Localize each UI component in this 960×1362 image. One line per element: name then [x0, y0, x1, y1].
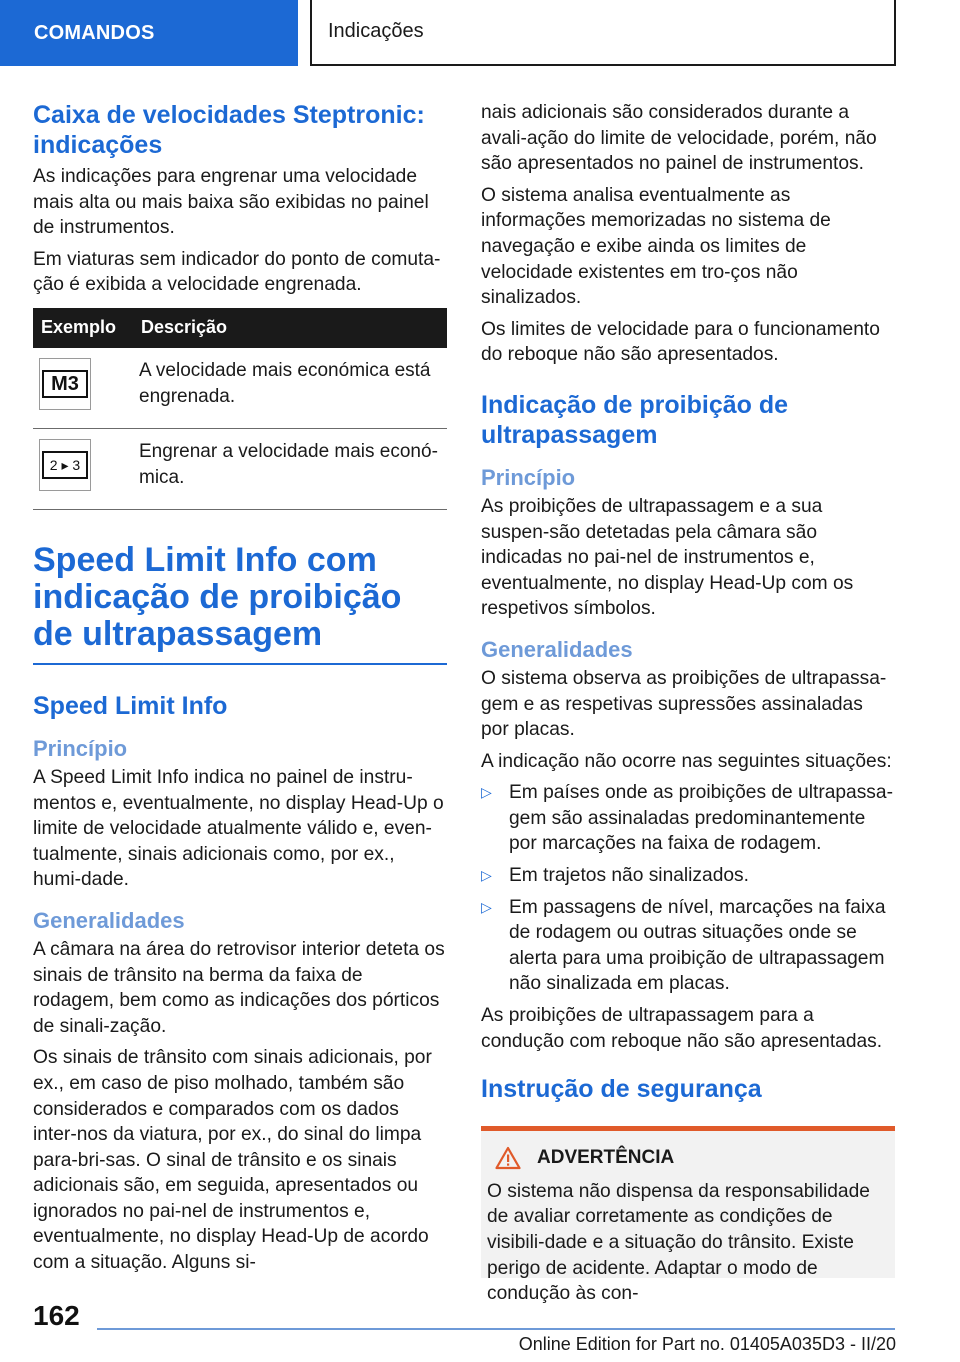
gear-indication-table	[33, 308, 447, 510]
page-header	[0, 0, 960, 66]
situations-list	[481, 780, 895, 997]
edition-footer: Online Edition for Part no. 01405A035D3 - II/20	[518, 1334, 896, 1354]
table-row	[33, 348, 447, 429]
table-cell-description: Engrenar a velocidade mais econó-mica.	[133, 428, 447, 509]
table-header-description: Descrição	[133, 308, 447, 348]
paragraph: A Speed Limit Info indica no painel de instru-mentos e, eventualmente, no display Head-Up o limite de velocidade atualmente válido e, even-tualmente, sinais adicionais como, por ex., humi-dade.	[33, 766, 444, 891]
steptronic-heading: Caixa de velocidades Steptronic: indicações	[33, 101, 425, 159]
gear-upshift-label: 2 ▸ 3	[42, 451, 88, 479]
paragraph: As indicações para engrenar uma velocidade mais alta ou mais baixa são exibidas no painel de instrumentos.	[33, 166, 429, 239]
principle-heading: Princípio	[481, 464, 576, 490]
gear-m3-label: M3	[42, 370, 88, 398]
page-number: 162	[33, 1300, 80, 1331]
triangle-bullet-icon: ▷	[481, 867, 492, 884]
topic-tab: Indicações	[310, 0, 896, 66]
gear-upshift-icon	[39, 439, 91, 491]
section-tab: COMANDOS	[0, 0, 298, 66]
paragraph: As proibições de ultrapassagem para a condução com reboque não são apresentadas.	[481, 1005, 883, 1052]
paragraph: Os sinais de trânsito com sinais adicionais, por ex., em caso de piso molhado, também são considerados e comparados com os dados inter-nos da viatura, por ex., do sinal do limpa para-bri-sas. O sinal de trânsito e os sinais adicionais são, em seguida, apresentados ou ignorados no pai-nel de instrumentos e, eventualmente, no display Head-Up de acordo com a situação. Alguns si-	[33, 1047, 432, 1274]
list-item: ▷ Em trajetos não sinalizados.	[481, 863, 895, 889]
paragraph: O sistema observa as proibições de ultrapassa-gem e as respetivas supressões assinaladas por placas.	[481, 667, 887, 741]
warning-text: O sistema não dispensa da responsabilidade de avaliar corretamente as condições de visibili-dade e a situação do trânsito. Existe perigo de acidente. Adaptar o modo de condução às con-	[487, 1180, 870, 1305]
paragraph: Em viaturas sem indicador do ponto de comuta-ção é exibida a velocidade engrenada.	[33, 248, 441, 296]
right-column	[481, 100, 895, 1305]
left-column	[33, 100, 447, 1282]
paragraph: Os limites de velocidade para o funcionamento do reboque não são apresentados.	[481, 318, 880, 366]
warning-triangle-icon	[495, 1146, 521, 1170]
paragraph: nais adicionais são considerados durante a avali-ação do limite de velocidade, porém, não são apresentados no painel de instrumentos.	[481, 102, 877, 175]
general-heading: Generalidades	[481, 636, 633, 662]
list-item: ▷ Em passagens de nível, marcações na faixa de rodagem ou outras situações onde se alerta para uma proibição de ultrapassagem não sinalizada em placas.	[481, 896, 886, 995]
principle-heading: Princípio	[33, 735, 128, 761]
warning-label: ADVERTÊNCIA	[537, 1147, 675, 1169]
table-header-example: Exemplo	[33, 308, 133, 348]
paragraph: A câmara na área do retrovisor interior deteta os sinais de trânsito na berma da faixa de rodagem, bem como as indicações dos pórticos de sinali-zação.	[33, 938, 445, 1037]
triangle-bullet-icon: ▷	[481, 898, 492, 915]
overtaking-heading: Indicação de proibição de ultrapassagem	[481, 390, 789, 449]
speed-limit-info-heading: Speed Limit Info	[33, 691, 228, 720]
list-item: ▷ Em países onde as proibições de ultrapassa-gem são assinaladas predominantemente por marcações na faixa de rodagem.	[481, 782, 893, 855]
footer-divider	[97, 1328, 895, 1330]
general-heading: Generalidades	[33, 907, 185, 933]
paragraph: O sistema analisa eventualmente as informações memorizadas no sistema de navegação e exibe ainda os limites de velocidade existentes em tro-ços não sinalizados.	[481, 184, 831, 309]
paragraph: A indicação não ocorre nas seguintes situações:	[481, 750, 892, 772]
warning-box	[481, 1126, 895, 1305]
chapter-heading: Speed Limit Info com indicação de proibição de ultrapassagem	[33, 542, 447, 665]
paragraph: As proibições de ultrapassagem e a sua suspen-são detetadas pela câmara são indicadas no pai-nel de instrumentos e, eventualmente, no display Head-Up com os respetivos símbolos.	[481, 495, 854, 620]
table-cell-description: A velocidade mais económica está engrenada.	[133, 348, 447, 429]
safety-heading: Instrução de segurança	[481, 1075, 762, 1104]
gear-m3-icon	[39, 358, 91, 410]
triangle-bullet-icon: ▷	[481, 784, 492, 801]
table-row	[33, 428, 447, 509]
